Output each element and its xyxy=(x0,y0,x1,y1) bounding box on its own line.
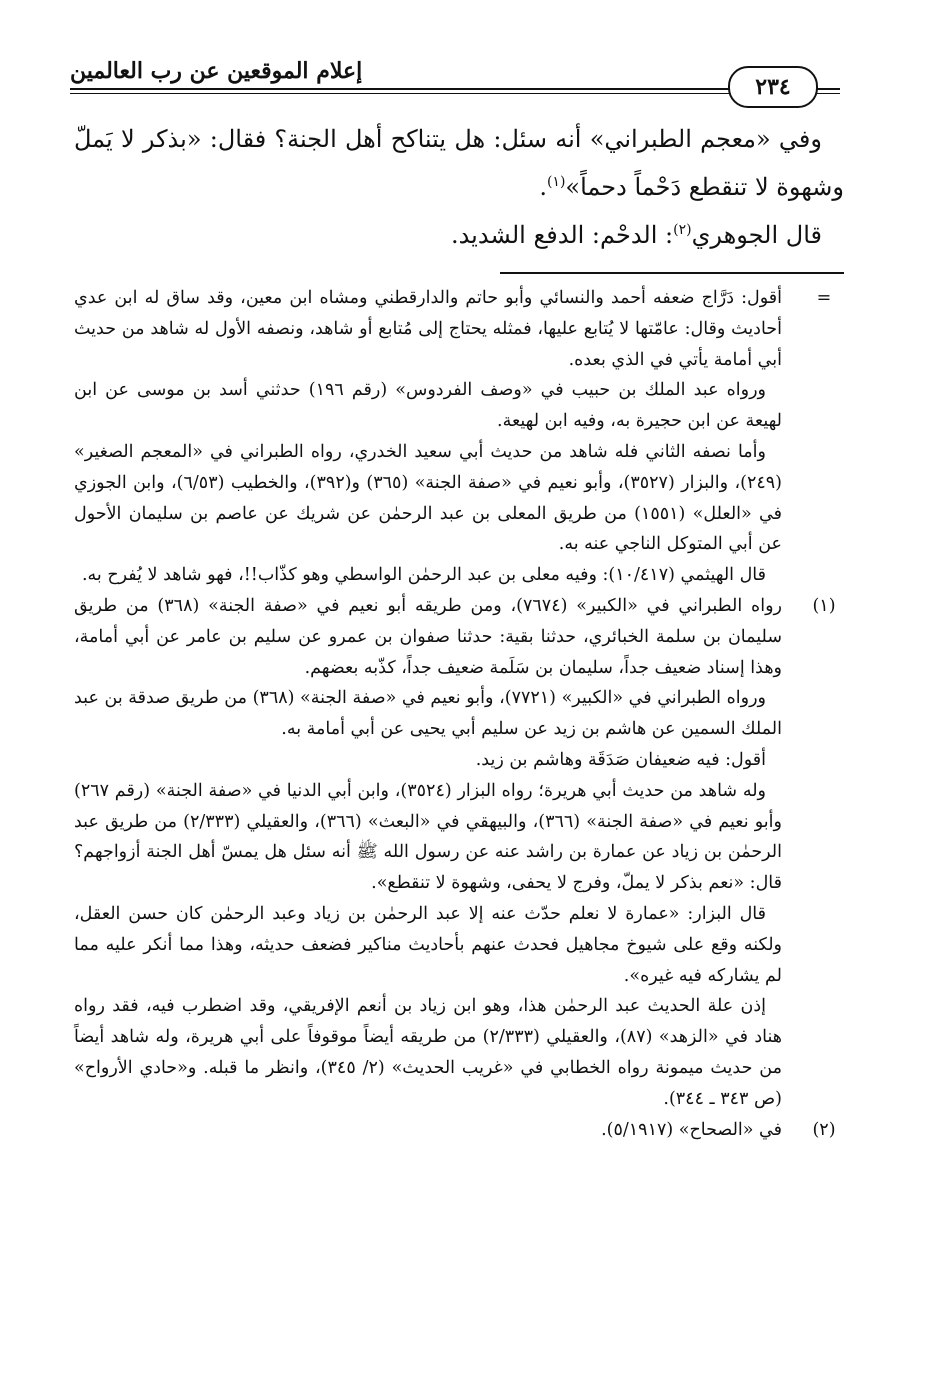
footnote-ref-2[interactable]: (٢) xyxy=(673,222,692,238)
running-title: إعلام الموقعين عن رب العالمين xyxy=(70,58,363,84)
footnote-paragraph: قال البزار: «عمارة لا نعلم حدّث عنه إلا عبد الرحمٰن بن زياد وعبد الرحمٰن كان حسن العقل، ولكنه وقع على شيوخ مجاهيل فحدث عنهم بأحاديث مناكير فضعف حديثه، وهذا مما أنكر عليه مما لم يشاركه فيه غيره». xyxy=(74,903,782,986)
footnote-marker: (١) xyxy=(812,595,836,616)
footnotes xyxy=(74,283,844,1145)
footnote-2 xyxy=(74,1115,844,1146)
footnote-paragraph: أقول: فيه ضعيفان صَدَقَة وهاشم بن زيد. xyxy=(475,749,766,770)
header-rule-thin xyxy=(70,93,840,94)
footnote-marker: = xyxy=(816,288,832,308)
main-paragraph-1: وفي «معجم الطبراني» أنه سئل: هل يتناكح أهل الجنة؟ فقال: «بذكر لا يَملّ وشهوة لا تنقطع دَحْماً دحماً»$^{(١)}$. xyxy=(74,125,844,201)
footnote-paragraph: في «الصحاح» (٥/١٩١٧). xyxy=(601,1119,782,1140)
footnote-paragraph: ورواه عبد الملك بن حبيب في «وصف الفردوس» (رقم ١٩٦) حدثني أسد بن موسى عن ابن لهيعة عن ابن حجيرة به، وفيه ابن لهيعة. xyxy=(74,380,782,432)
footnote-continued xyxy=(74,283,844,591)
footnote-paragraph: قال الهيثمي (١٠/٤١٧): وفيه معلى بن عبد الرحمٰن الواسطي وهو كذّاب!!، فهو شاهد لا يُفرح به. xyxy=(81,565,766,586)
footnote-paragraph: أقول: دَرَّاج ضعفه أحمد والنسائي وأبو حاتم والدارقطني ومشاه ابن معين، وقد ساق له ابن عدي أحاديث وقال: عامّتها لا يُتابع عليها، فمثله يحتاج إلى مُتابع أو شاهد، ونصفه الأول له شاهد من حديث أبي أمامة يأتي في الذي بعده. xyxy=(74,288,782,370)
footnote-1 xyxy=(74,591,844,1115)
page-number: ٢٣٤ xyxy=(728,66,818,108)
footnote-paragraph: وأما نصفه الثاني فله شاهد من حديث أبي سعيد الخدري، رواه الطبراني في «المعجم الصغير» (٢٤٩)، والبزار (٣٥٢٧)، وأبو نعيم في «صفة الجنة» (٣٦٥) و(٣٩٢)، والخطيب (٦/٥٣)، وابن الجوزي في «العلل» (١٥٥١) من طريق المعلى بن عبد الرحمٰن عن شريك عن عاصم بن سليمان الأحول عن أبي المتوكل الناجي عنه به. xyxy=(74,441,782,555)
main-paragraph-2: قال الجوهري$^{(٢)}$: الدحْم: الدفع الشديد. xyxy=(450,221,822,249)
footnote-paragraph: إذن علة الحديث عبد الرحمٰن هذا، وهو ابن زياد بن أنعم الإفريقي، وقد اضطرب فيه، فقد رواه هناد في «الزهد» (٨٧)، والعقيلي (٢/٣٣٣) من طريقه أيضاً موقوفاً على أبي هريرة، وله شاهد أيضاً من حديث ميمونة رواه الخطابي في «غريب الحديث» (٢/ ٣٤٥)، وانظر ما قبله. و«حادي الأرواح» (ص ٣٤٣ ـ ٣٤٤). xyxy=(74,996,783,1109)
footnote-paragraph: رواه الطبراني في «الكبير» (٧٦٧٤)، ومن طريقه أبو نعيم في «صفة الجنة» (٣٦٨) من طريق سليمان بن سلمة الخبائري، حدثنا بقية: حدثنا صفوان بن عمرو عن سليم بن عامر عن أبي أمامة، وهذا إسناد ضعيف جداً، سليمان بن سَلَمة ضعيف جداً، كذّبه بعضهم. xyxy=(74,595,782,678)
footnote-paragraph: ورواه الطبراني في «الكبير» (٧٧٢١)، وأبو نعيم في «صفة الجنة» (٣٦٨) من طريق صدقة بن عبد الملك السمين عن هاشم بن زيد عن سليم أبي يحيى عن أبي أمامة به. xyxy=(74,688,782,740)
footnote-marker: (٢) xyxy=(812,1119,836,1140)
main-text xyxy=(74,118,844,257)
header-rule xyxy=(70,88,840,90)
footnote-ref-1[interactable]: (١) xyxy=(546,174,566,190)
footnote-separator xyxy=(500,272,844,274)
footnote-paragraph: وله شاهد من حديث أبي هريرة؛ رواه البزار (٣٥٢٤)، وابن أبي الدنيا في «صفة الجنة» (رقم ٢٦٧) وأبو نعيم في «صفة الجنة» (٣٦٦)، والبيهقي في «البعث» (٣٦٦)، والعقيلي (٢/٣٣٣) من طريق عبد الرحمٰن بن زياد عن عمارة بن راشد عنه عن رسول الله ﷺ أنه سئل هل يمسّ أهل الجنة أزواجهم؟ قال: «نعم بذكر لا يملّ، وفرج لا يحفى، وشهوة لا تنقطع». xyxy=(74,780,782,894)
